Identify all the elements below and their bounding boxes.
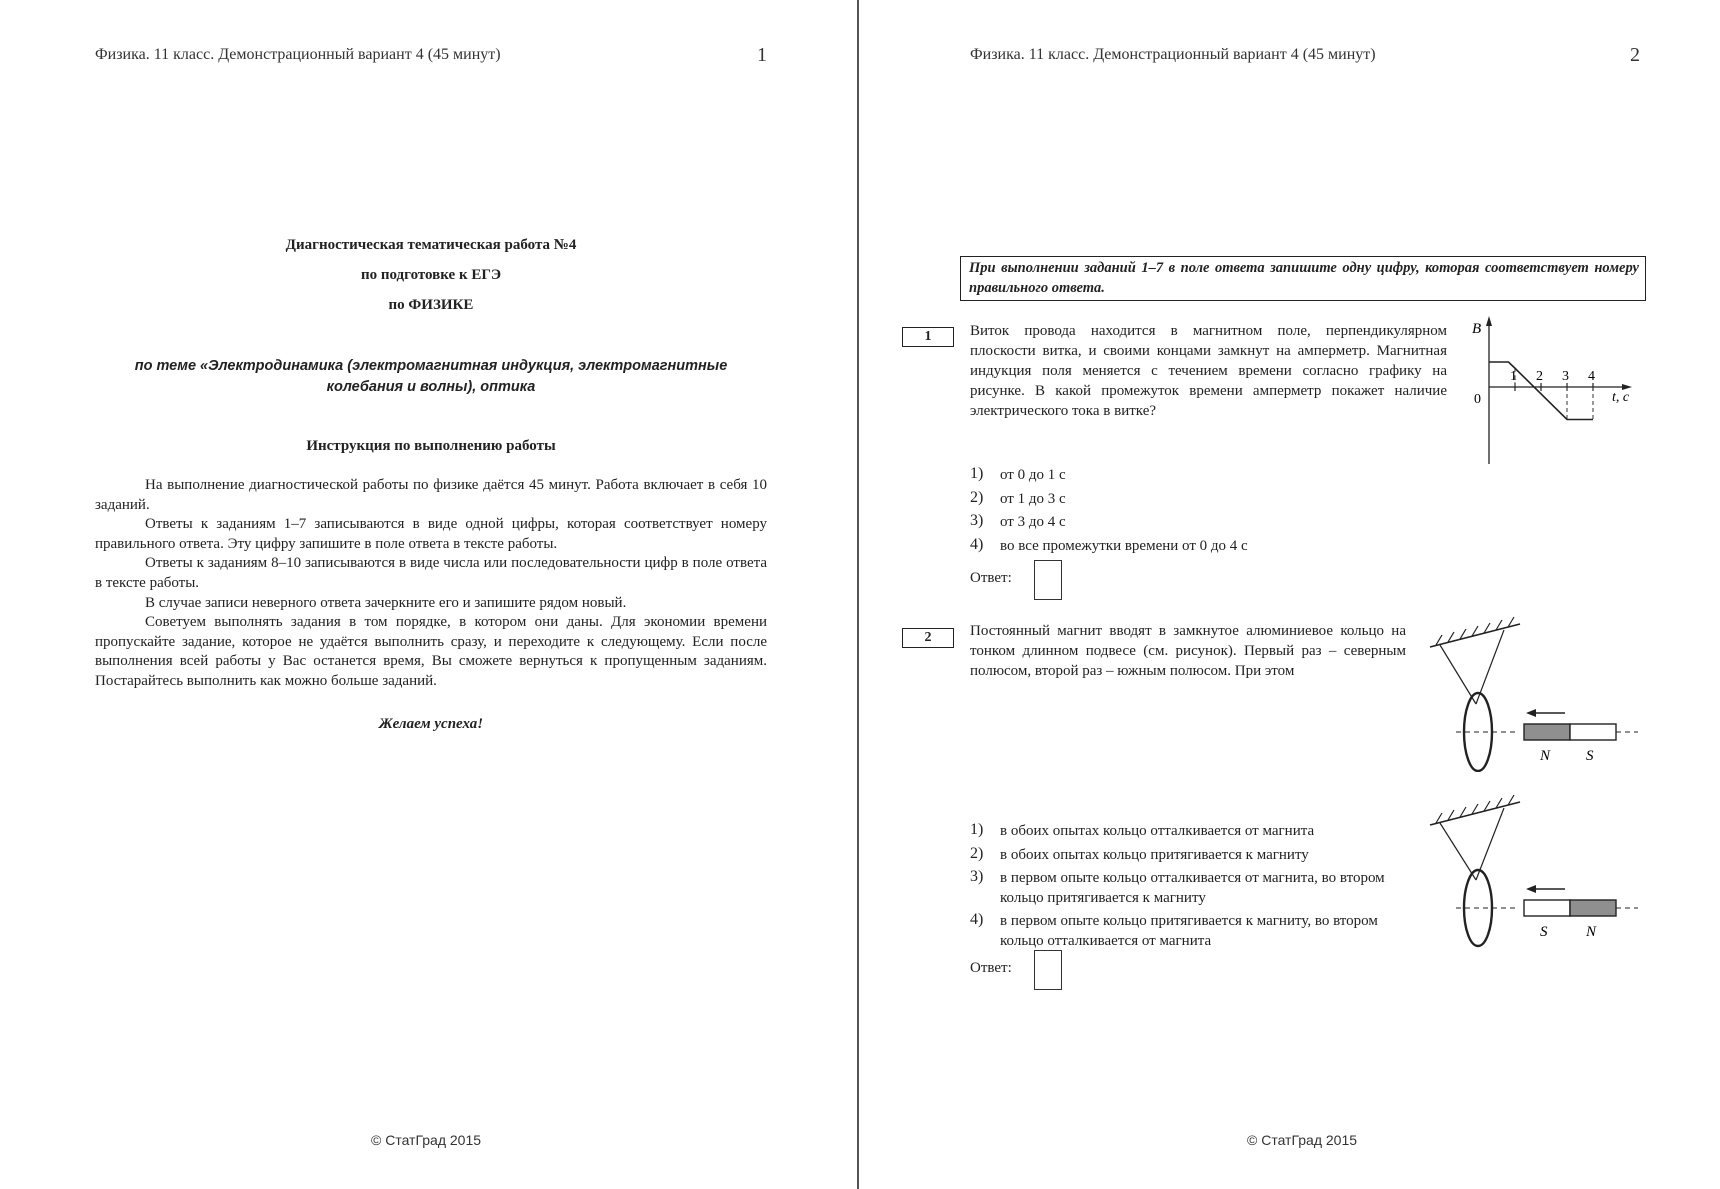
x-tick-label: 3	[1562, 369, 1569, 384]
ceiling	[1430, 802, 1520, 825]
doc-title-line-1: Диагностическая тематическая работа №4	[285, 237, 577, 253]
ring-magnet-figure-top	[1420, 612, 1650, 772]
axis-ticks	[1510, 369, 1595, 391]
question-number-box: 1	[902, 327, 954, 347]
wish-text: Желаем успеха!	[378, 716, 484, 732]
thread-left	[1440, 645, 1476, 704]
answer-label: Ответ:	[970, 960, 1012, 976]
motion-arrow-head	[1526, 885, 1536, 893]
topic-line-1: по теме «Электродинамика (электромагнитная индукция, электромагнитные	[134, 358, 728, 374]
question-1-text: Виток провода находится в магнитном поле, перпендикулярном плоскости витка, и своими концами замкнут на амперметр. Магнитная индукция поля меняется с течением времени согласно графику на рисунке. В какой промежуток времени амперметр покажет наличие электрического тока в витке?	[970, 323, 1447, 419]
pole-label: N	[1540, 748, 1551, 764]
x-tick-label: 1	[1510, 369, 1517, 384]
motion-arrow-head	[1526, 709, 1536, 717]
answer-option[interactable]: 3) в первом опыте кольцо отталкивается от магнита, во втором кольцо притягивается к магниту	[970, 868, 1385, 906]
x-tick-label: 4	[1588, 369, 1595, 384]
instructions-body	[95, 476, 767, 692]
footer-copyright: © СтатГрад 2015	[371, 1132, 482, 1148]
magnet-north-half	[1524, 724, 1570, 740]
answer-label: Ответ:	[970, 570, 1012, 586]
instructions-title: Инструкция по выполнению работы	[306, 438, 556, 454]
answer-option[interactable]: 4) во все промежутки времени от 0 до 4 с	[970, 535, 1248, 554]
x-tick-label: 2	[1536, 369, 1543, 384]
answer-input-2[interactable]	[1034, 950, 1062, 990]
question-2-text: Постоянный магнит вводят в замкнутое алюминиевое кольцо на тонком длинном подвесе (см. рисунок). Первый раз – северным полюсом, второй раз – южным полюсом. При этом	[970, 623, 1406, 679]
answer-input-1[interactable]	[1034, 560, 1062, 600]
origin-label: 0	[1474, 392, 1481, 407]
instruction-paragraph: В случае записи неверного ответа зачеркните его и запишите рядом новый.	[145, 594, 627, 611]
ceiling	[1430, 624, 1520, 647]
answer-option[interactable]: 2) в обоих опытах кольцо притягивается к магниту	[970, 844, 1309, 863]
magnet-south-half	[1570, 724, 1616, 740]
pole-label: N	[1586, 924, 1597, 940]
running-header: Физика. 11 класс. Демонстрационный вариант 4 (45 минут)	[970, 46, 1376, 63]
thread-left	[1440, 823, 1476, 880]
magnet-south-half	[1524, 900, 1570, 916]
question-1-options	[970, 466, 1248, 556]
graph-guides	[1515, 368, 1593, 419]
topic-line-2: колебания и волны), оптика	[326, 379, 536, 395]
b-t-graph	[1460, 314, 1640, 466]
page-number: 1	[757, 44, 767, 66]
pole-label: S	[1586, 748, 1594, 764]
question-number-box: 2	[902, 628, 954, 648]
instruction-paragraph: Ответы к заданиям 8–10 записываются в виде числа или последовательности цифр в поле ответа в тексте работы.	[95, 555, 767, 591]
left-page	[0, 0, 858, 1189]
doc-title-line-2: по подготовке к ЕГЭ	[360, 267, 502, 283]
answer-option[interactable]: 2) от 1 до 3 с	[970, 488, 1066, 507]
question-2-options	[970, 822, 1390, 951]
answer-option[interactable]: 1) в обоих опытах кольцо отталкивается от магнита	[970, 821, 1315, 839]
answer-option[interactable]: 4) в первом опыте кольцо притягивается к магниту, во втором кольцо отталкивается от магнита	[970, 911, 1378, 949]
magnet-north-half	[1570, 900, 1616, 916]
running-header: Физика. 11 класс. Демонстрационный вариант 4 (45 минут)	[95, 46, 501, 63]
instruction-paragraph: Ответы к заданиям 1–7 записываются в виде одной цифры, которая соответствует номеру правильного ответа. Эту цифру запишите в поле ответа в тексте работы.	[95, 516, 767, 552]
footer-copyright: © СтатГрад 2015	[1247, 1132, 1358, 1148]
y-axis-label: B	[1472, 321, 1482, 337]
answer-option[interactable]: 1) от 0 до 1 с	[970, 465, 1066, 483]
y-axis-arrow	[1486, 316, 1492, 326]
doc-title-line-3: по ФИЗИКЕ	[388, 297, 474, 313]
ceiling-hatching	[1436, 795, 1514, 823]
pole-label: S	[1540, 924, 1548, 940]
answer-option[interactable]: 3) от 3 до 4 с	[970, 512, 1066, 530]
instruction-paragraph: Советуем выполнять задания в том порядке, в котором они даны. Для экономии времени пропускайте задание, которое не удаётся выполнить сразу, и переходите к следующему. Если после выполнения всей работы у Вас останется время, Вы сможете вернуться к пропущенным заданиям. Постарайтесь выполнить как можно больше заданий.	[95, 614, 767, 689]
ceiling-hatching	[1436, 617, 1514, 645]
x-axis-label: t, с	[1612, 390, 1630, 405]
page-number: 2	[1630, 44, 1640, 66]
instruction-paragraph: На выполнение диагностической работы по физике даётся 45 минут. Работа включает в себя 10 заданий.	[95, 477, 767, 513]
answer-instruction-box: При выполнении заданий 1–7 в поле ответа запишите одну цифру, которая соответствует номеру правильного ответа.	[960, 256, 1646, 301]
ring-magnet-figure-bottom	[1420, 790, 1650, 950]
